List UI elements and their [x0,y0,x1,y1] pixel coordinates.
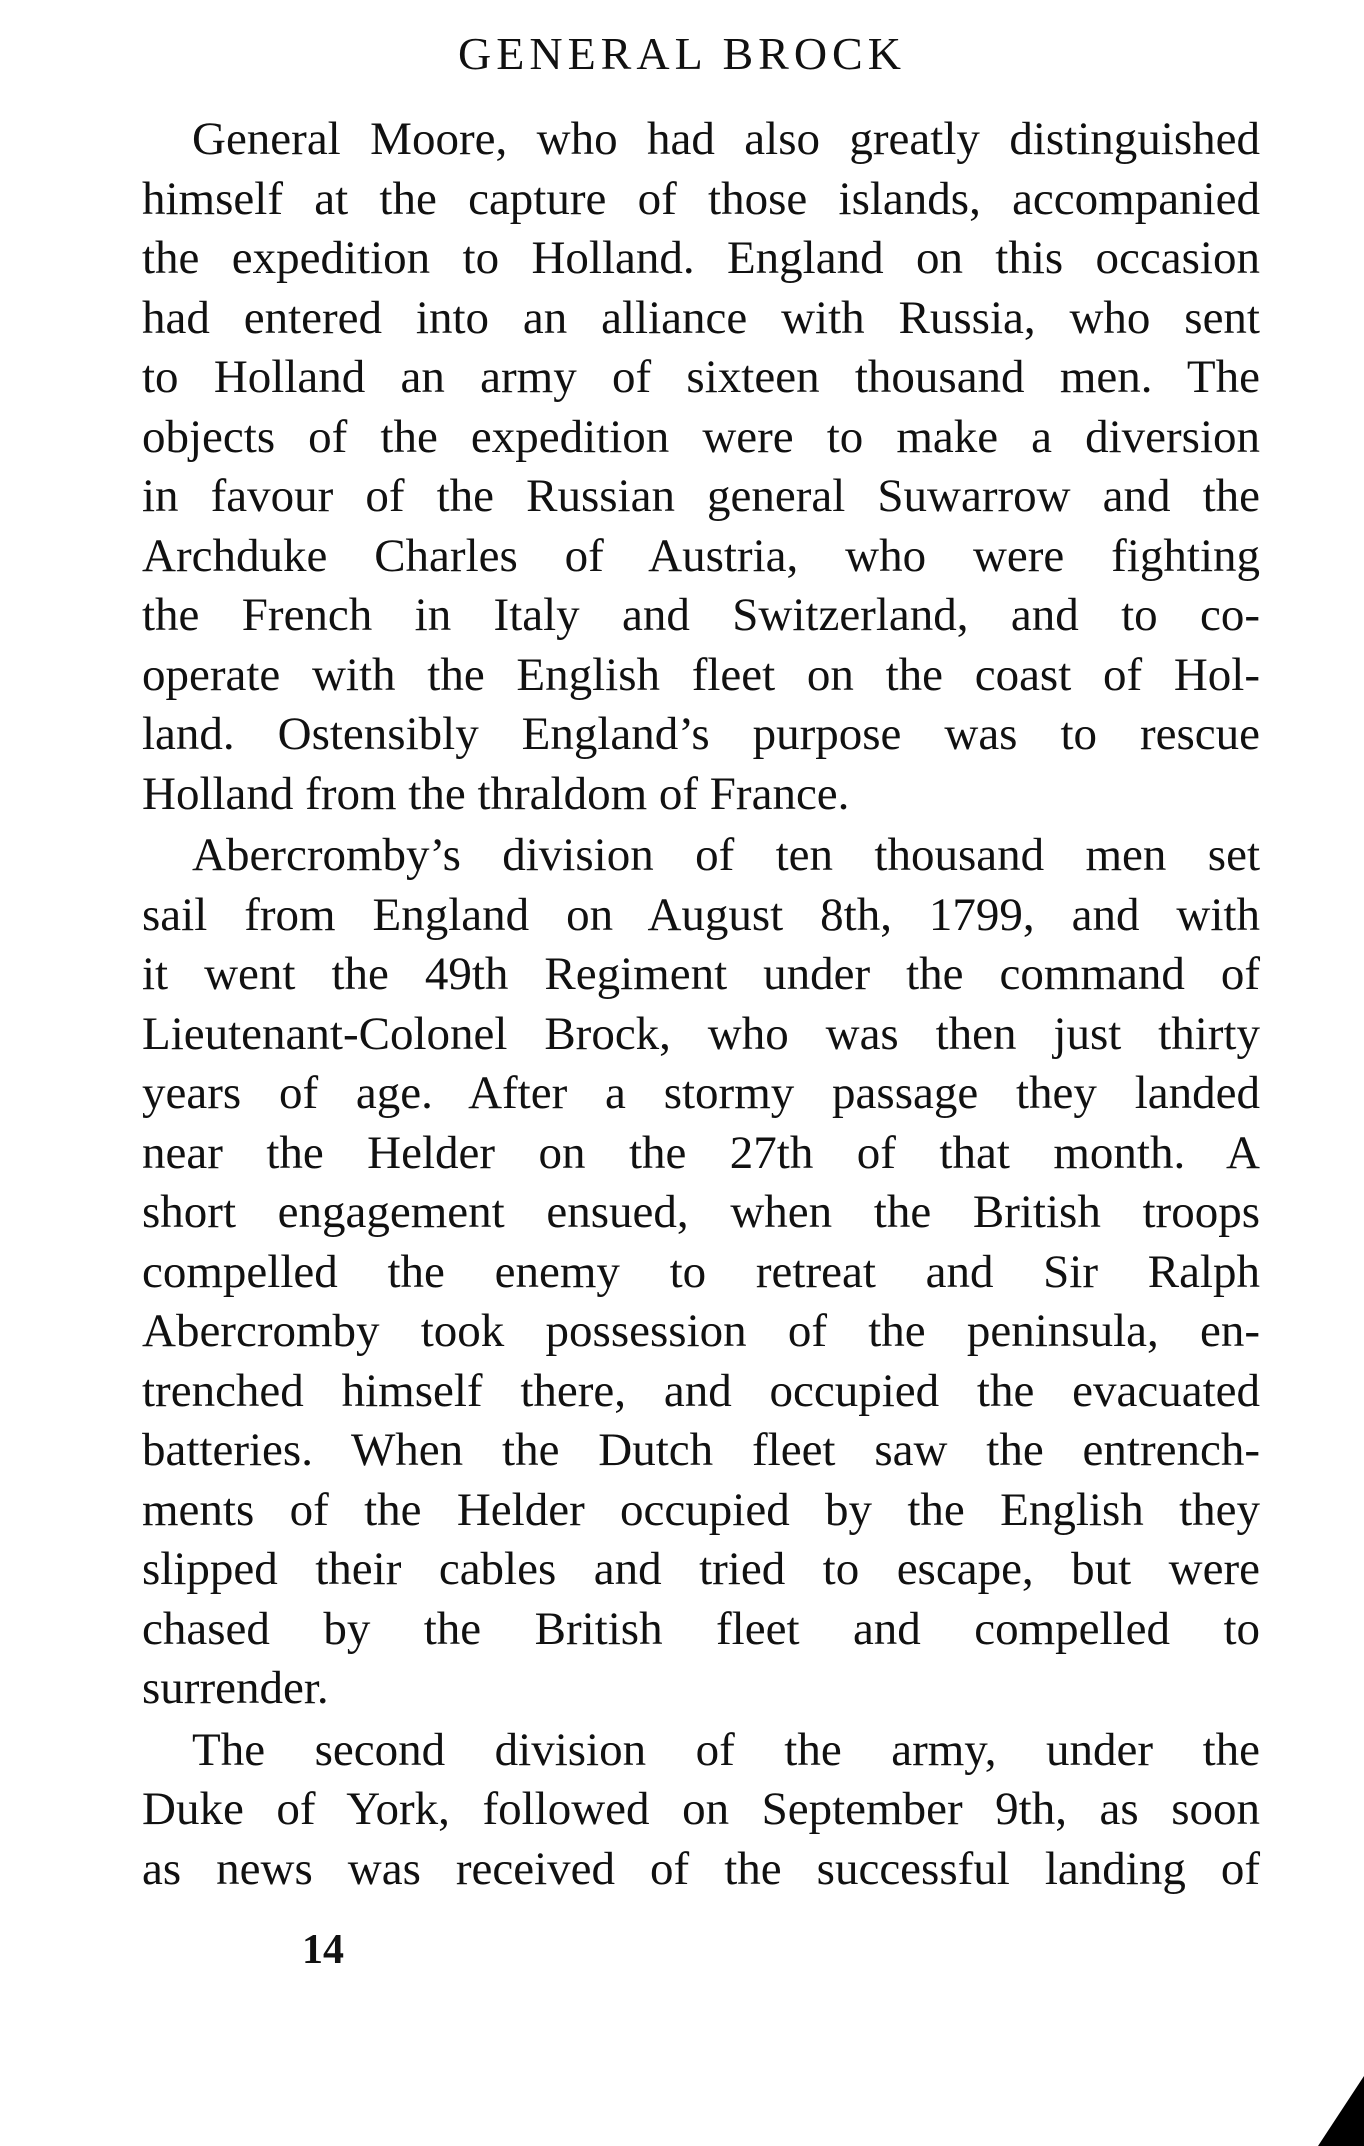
text-line: objects of the expedition were to make a diversion [142,410,1260,463]
text-line: sail from England on August 8th, 1799, and with [142,888,1260,941]
text-line: batteries. When the Dutch fleet saw the entrench- [142,1424,1260,1476]
text-line: Duke of York, followed on September 9th, as soon [142,1783,1260,1835]
text-line: short engagement ensued, when the British troops [142,1186,1260,1238]
text-line: chased by the British fleet and compelled to [142,1602,1260,1655]
text-line: in favour of the Russian general Suwarrow and the [142,470,1260,522]
text-line: Lieutenant-Colonel Brock, who was then just thirty [142,1007,1260,1060]
text-line: General Moore, who had also greatly distinguished [192,113,1260,165]
text-line: Archduke Charles of Austria, who were fighting [142,529,1260,582]
text-line: as news was received of the successful landing of [142,1842,1260,1895]
paragraph-1 [142,110,1260,824]
text-line: near the Helder on the 27th of that month. A [142,1126,1260,1179]
text-line: the expedition to Holland. England on this occasion [142,232,1260,284]
text-line: ments of the Helder occupied by the English they [142,1483,1260,1536]
body-text [142,110,1260,1899]
text-line: had entered into an alliance with Russia, who sent [142,291,1260,344]
text-line: compelled the enemy to retreat and Sir Ralph [142,1245,1260,1298]
text-line: Abercromby took possession of the peninsula, en- [142,1305,1260,1357]
text-line: years of age. After a stormy passage they landed [142,1067,1260,1119]
text-line: the French in Italy and Switzerland, and to co- [142,589,1260,641]
text-line: land. Ostensibly England’s purpose was to rescue [142,708,1260,760]
text-line: it went the 49th Regiment under the command of [142,948,1260,1000]
page-number: 14 [302,1927,344,1973]
text-line: Abercromby’s division of ten thousand men set [192,829,1260,881]
text-line: surrender. [142,1662,329,1714]
paragraph-2 [142,826,1260,1719]
text-line: himself at the capture of those islands, accompanied [142,172,1260,225]
text-line: Holland from the thraldom of France. [142,767,850,820]
text-line: slipped their cables and tried to escape, but were [142,1543,1260,1595]
running-title: GENERAL BROCK [458,28,906,79]
page-corner-tab [1318,2076,1364,2146]
text-line: to Holland an army of sixteen thousand men. The [142,351,1260,403]
text-line: operate with the English fleet on the coast of Hol- [142,648,1260,701]
paragraph-3 [142,1721,1260,1900]
text-line: trenched himself there, and occupied the evacuated [142,1364,1260,1417]
text-line: The second division of the army, under the [192,1723,1260,1776]
